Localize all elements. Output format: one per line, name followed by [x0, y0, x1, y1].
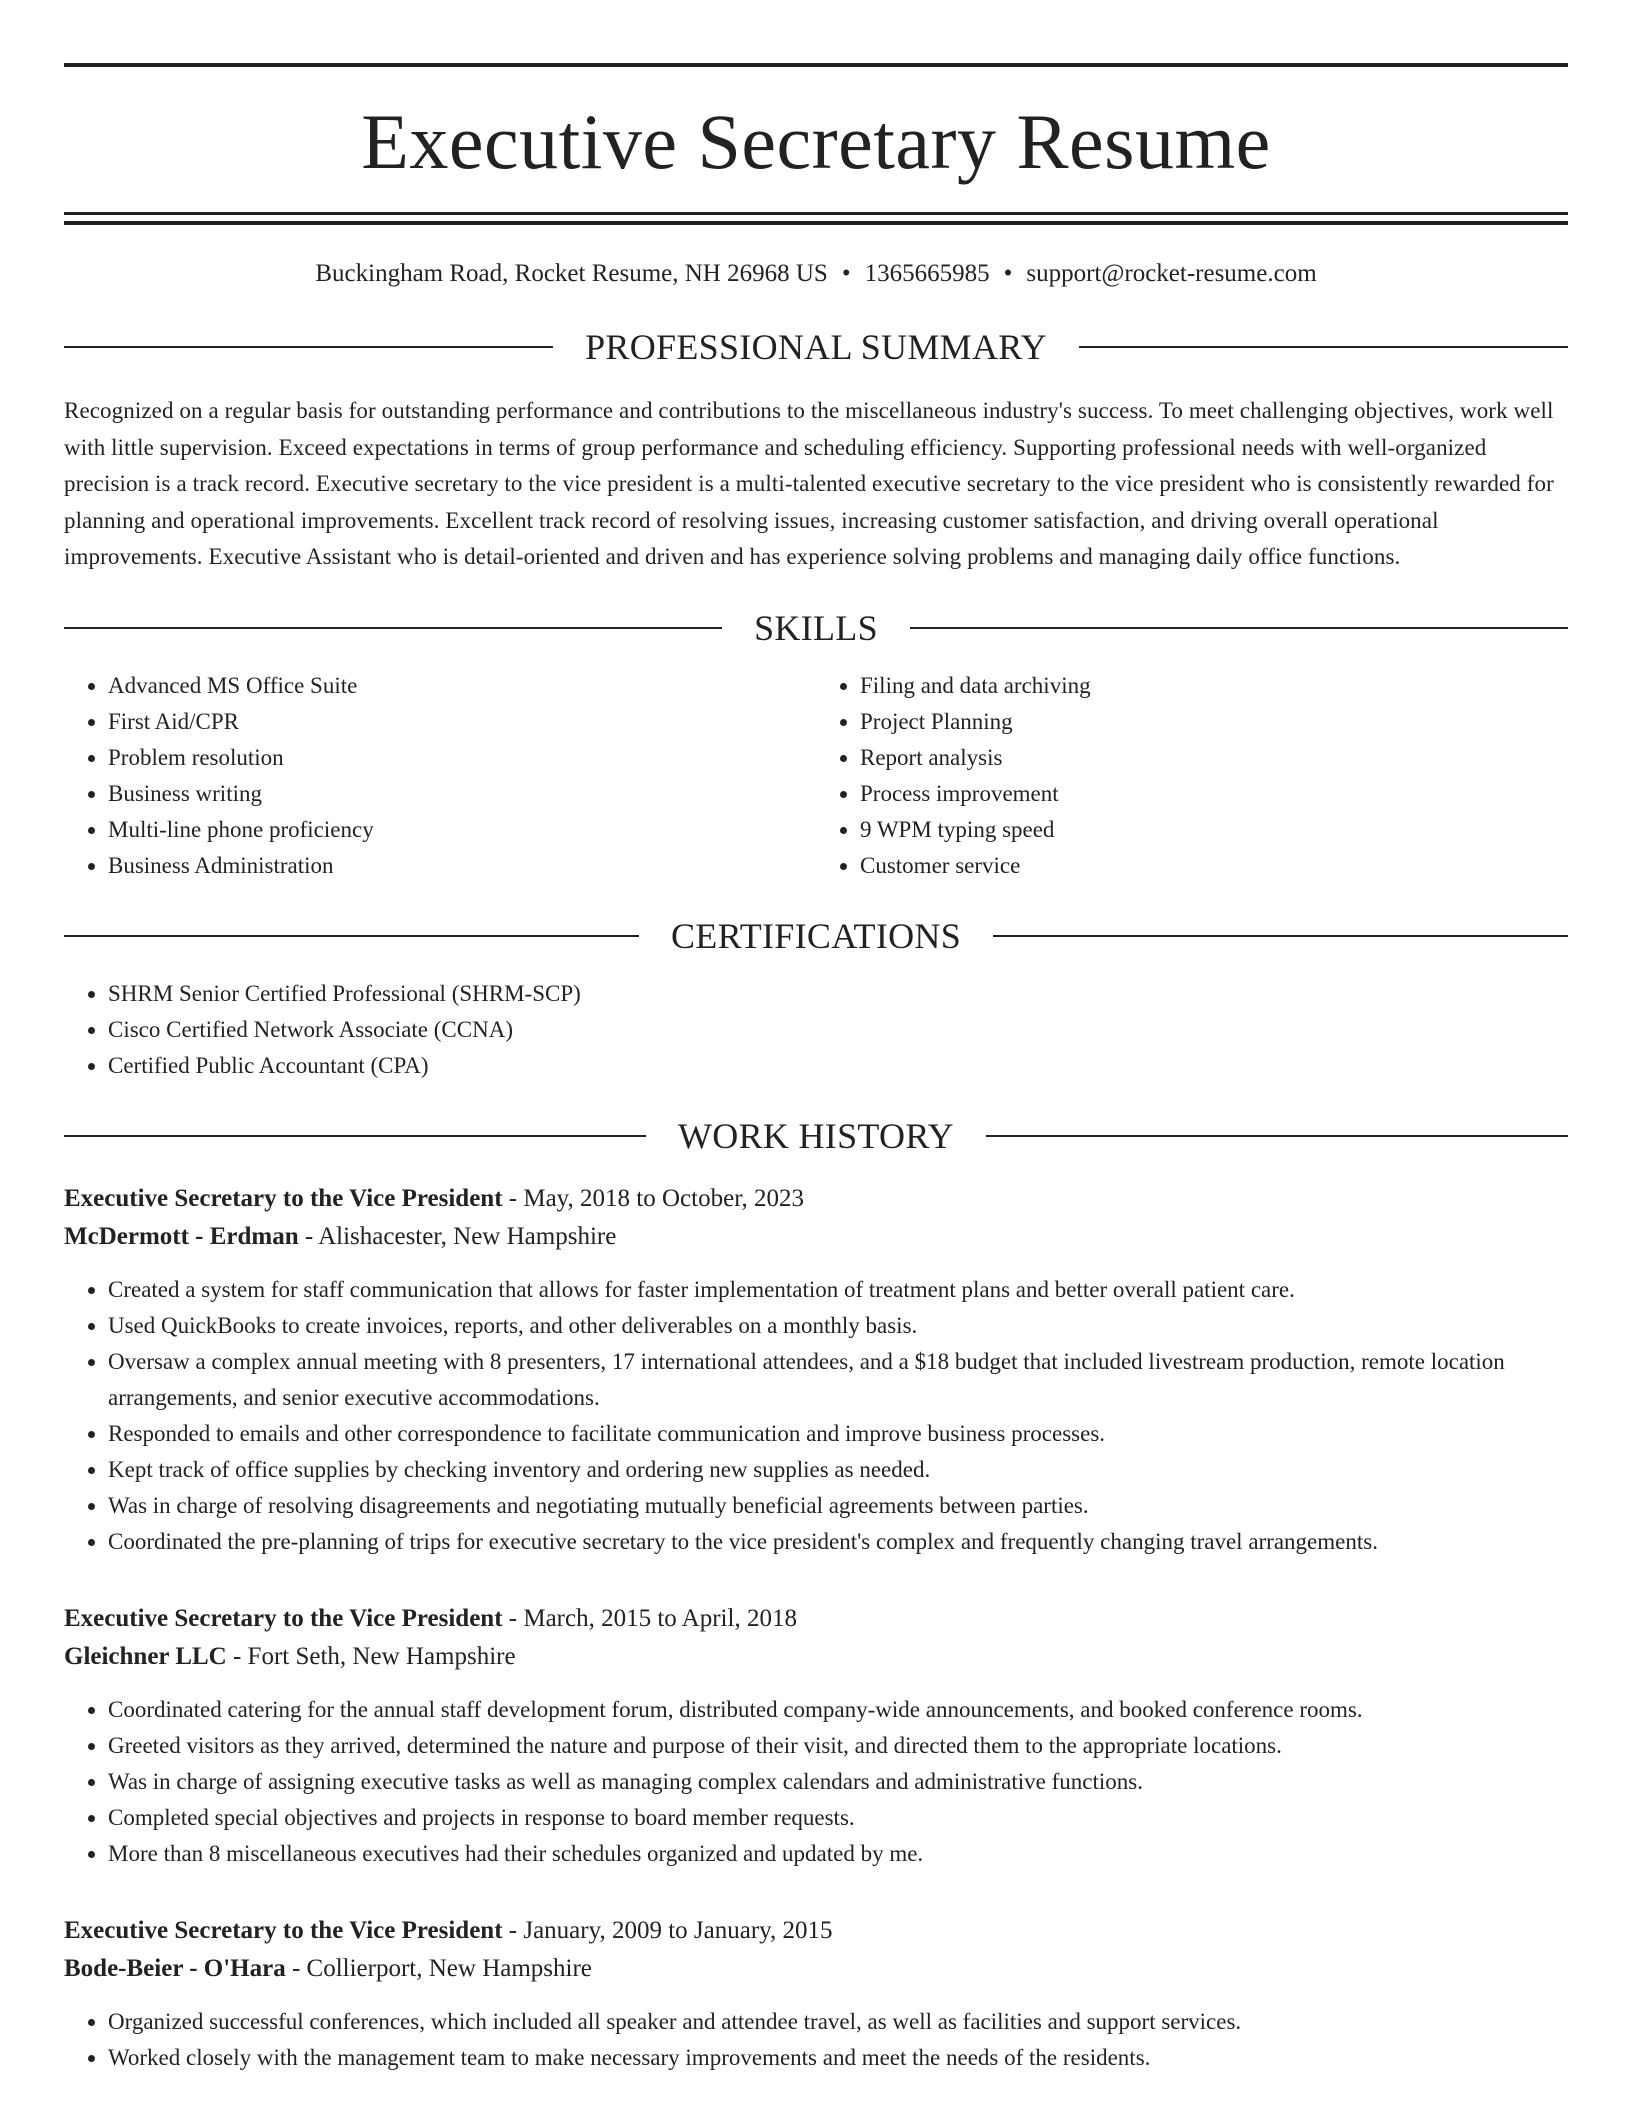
job-title-line — [64, 1180, 1568, 1218]
heading-rule-left — [64, 627, 722, 629]
skill-item: • Customer service — [860, 848, 1568, 884]
job-bullet: • Coordinated the pre-planning of trips for executive secretary to the vice president's complex and frequently changing travel arrangements. — [108, 1524, 1568, 1560]
job-entry — [64, 1912, 1568, 2076]
job-bullet: • Kept track of office supplies by checking inventory and ordering new supplies as needed. — [108, 1452, 1568, 1488]
job-location: - Alishacester, New Hampshire — [298, 1222, 617, 1250]
skill-item: • Problem resolution — [108, 740, 816, 776]
contact-email: support@rocket-resume.com — [1026, 260, 1317, 287]
job-bullet: • Was in charge of resolving disagreements and negotiating mutually beneficial agreements between parties. — [108, 1488, 1568, 1524]
skills-heading-label: SKILLS — [754, 607, 878, 648]
contact-line — [64, 261, 1568, 286]
job-title-line — [64, 1600, 1568, 1638]
job-bullets — [64, 1692, 1568, 1872]
heading-rule-right — [1079, 346, 1568, 348]
contact-separator: • — [841, 260, 851, 287]
job-bullet: • Created a system for staff communication that allows for faster implementation of treatment plans and better overall patient care. — [108, 1272, 1568, 1308]
heading-rule-right — [986, 1135, 1568, 1137]
certification-item: • Cisco Certified Network Associate (CCNA) — [108, 1012, 1108, 1048]
job-title-line — [64, 1912, 1568, 1950]
job-company-line — [64, 1218, 1568, 1256]
summary-heading — [64, 329, 1568, 365]
skills-column-left — [64, 668, 816, 884]
job-title: Executive Secretary to the Vice President — [64, 1916, 503, 1944]
summary-text: Recognized on a regular basis for outstanding performance and contributions to the miscellaneous industry's success. To meet challenging objectives, work well with little supervision. Exceed expectations in terms of group performance and scheduling efficiency. Supporting professional needs with well-organized precision is a track record. Executive secretary to the vice president is a multi-talented executive secretary to the vice president who is consistently rewarded for planning and operational improvements. Excellent track record of resolving issues, increasing customer satisfaction, and driving overall operational improvements. Executive Assistant who is detail-oriented and driven and has experience solving problems and managing daily office functions. — [64, 398, 1554, 569]
job-bullets — [64, 2004, 1568, 2076]
resume-title: Executive Secretary Resume — [361, 98, 1271, 185]
job-entry — [64, 1600, 1568, 1872]
certification-item: • SHRM Senior Certified Professional (SHRM-SCP) — [108, 976, 1108, 1012]
heading-rule-left — [64, 935, 639, 937]
job-location: - Collierport, New Hampshire — [285, 1954, 592, 1982]
job-bullet: • Organized successful conferences, which included all speaker and attendee travel, as well as facilities and support services. — [108, 2004, 1568, 2040]
heading-rule-right — [993, 935, 1568, 937]
job-company: McDermott - Erdman — [64, 1222, 299, 1250]
certifications-heading-label: CERTIFICATIONS — [670, 915, 962, 956]
skill-item: • Advanced MS Office Suite — [108, 668, 816, 704]
skill-item: • Business writing — [108, 776, 816, 812]
skill-item: • Process improvement — [860, 776, 1568, 812]
job-bullet: • Coordinated catering for the annual staff development forum, distributed company-wide announcements, and booked conference rooms. — [108, 1692, 1568, 1728]
heading-rule-left — [64, 1135, 646, 1137]
job-dates: - May, 2018 to October, 2023 — [502, 1184, 805, 1212]
certifications-list — [64, 976, 1108, 1084]
contact-phone: 1365665985 — [864, 260, 990, 287]
job-bullet: • Oversaw a complex annual meeting with 8 presenters, 17 international attendees, and a $18 budget that included livestream production, remote location arrangements, and senior executive accommodations. — [108, 1344, 1568, 1416]
job-company: Gleichner LLC — [64, 1642, 227, 1670]
skill-item: • Project Planning — [860, 704, 1568, 740]
job-bullet: • Used QuickBooks to create invoices, reports, and other deliverables on a monthly basis. — [108, 1308, 1568, 1344]
job-company-line — [64, 1950, 1568, 1988]
job-bullet: • Worked closely with the management team to make necessary improvements and meet the needs of the residents. — [108, 2040, 1568, 2076]
skill-item: • Business Administration — [108, 848, 816, 884]
summary-heading-label: PROFESSIONAL SUMMARY — [585, 327, 1047, 367]
job-title: Executive Secretary to the Vice President — [64, 1604, 503, 1632]
contact-address: Buckingham Road, Rocket Resume, NH 26968 US — [315, 260, 828, 287]
job-bullet: • More than 8 miscellaneous executives had their schedules organized and updated by me. — [108, 1836, 1568, 1872]
job-dates: - January, 2009 to January, 2015 — [502, 1916, 833, 1944]
skill-item: • Filing and data archiving — [860, 668, 1568, 704]
job-location: - Fort Seth, New Hampshire — [226, 1642, 516, 1670]
skills-list — [64, 668, 1568, 884]
contact-separator: • — [1003, 260, 1013, 287]
job-company: Bode-Beier - O'Hara — [64, 1954, 286, 1982]
heading-rule-left — [64, 346, 553, 348]
skill-item: • First Aid/CPR — [108, 704, 816, 740]
certification-item: • Certified Public Accountant (CPA) — [108, 1048, 1108, 1084]
skill-item: • 9 WPM typing speed — [860, 812, 1568, 848]
top-rule — [64, 63, 1568, 67]
job-bullet: • Greeted visitors as they arrived, determined the nature and purpose of their visit, and directed them to the appropriate locations. — [108, 1728, 1568, 1764]
certifications-heading — [64, 915, 1568, 956]
job-dates: - March, 2015 to April, 2018 — [502, 1604, 797, 1632]
job-company-line — [64, 1638, 1568, 1676]
skills-heading — [64, 607, 1568, 648]
work-history-heading — [64, 1115, 1568, 1156]
heading-rule-right — [910, 627, 1568, 629]
job-bullet: • Completed special objectives and projects in response to board member requests. — [108, 1800, 1568, 1836]
job-bullet: • Was in charge of assigning executive tasks as well as managing complex calendars and administrative functions. — [108, 1764, 1568, 1800]
job-bullet: • Responded to emails and other correspondence to facilitate communication and improve business processes. — [108, 1416, 1568, 1452]
job-entry — [64, 1180, 1568, 1560]
job-bullets — [64, 1272, 1568, 1560]
skill-item: • Report analysis — [860, 740, 1568, 776]
skill-item: • Multi-line phone proficiency — [108, 812, 816, 848]
title-double-rule — [64, 212, 1568, 225]
work-history-heading-label: WORK HISTORY — [678, 1115, 954, 1156]
skills-column-right — [816, 668, 1568, 884]
job-title: Executive Secretary to the Vice President — [64, 1184, 503, 1212]
